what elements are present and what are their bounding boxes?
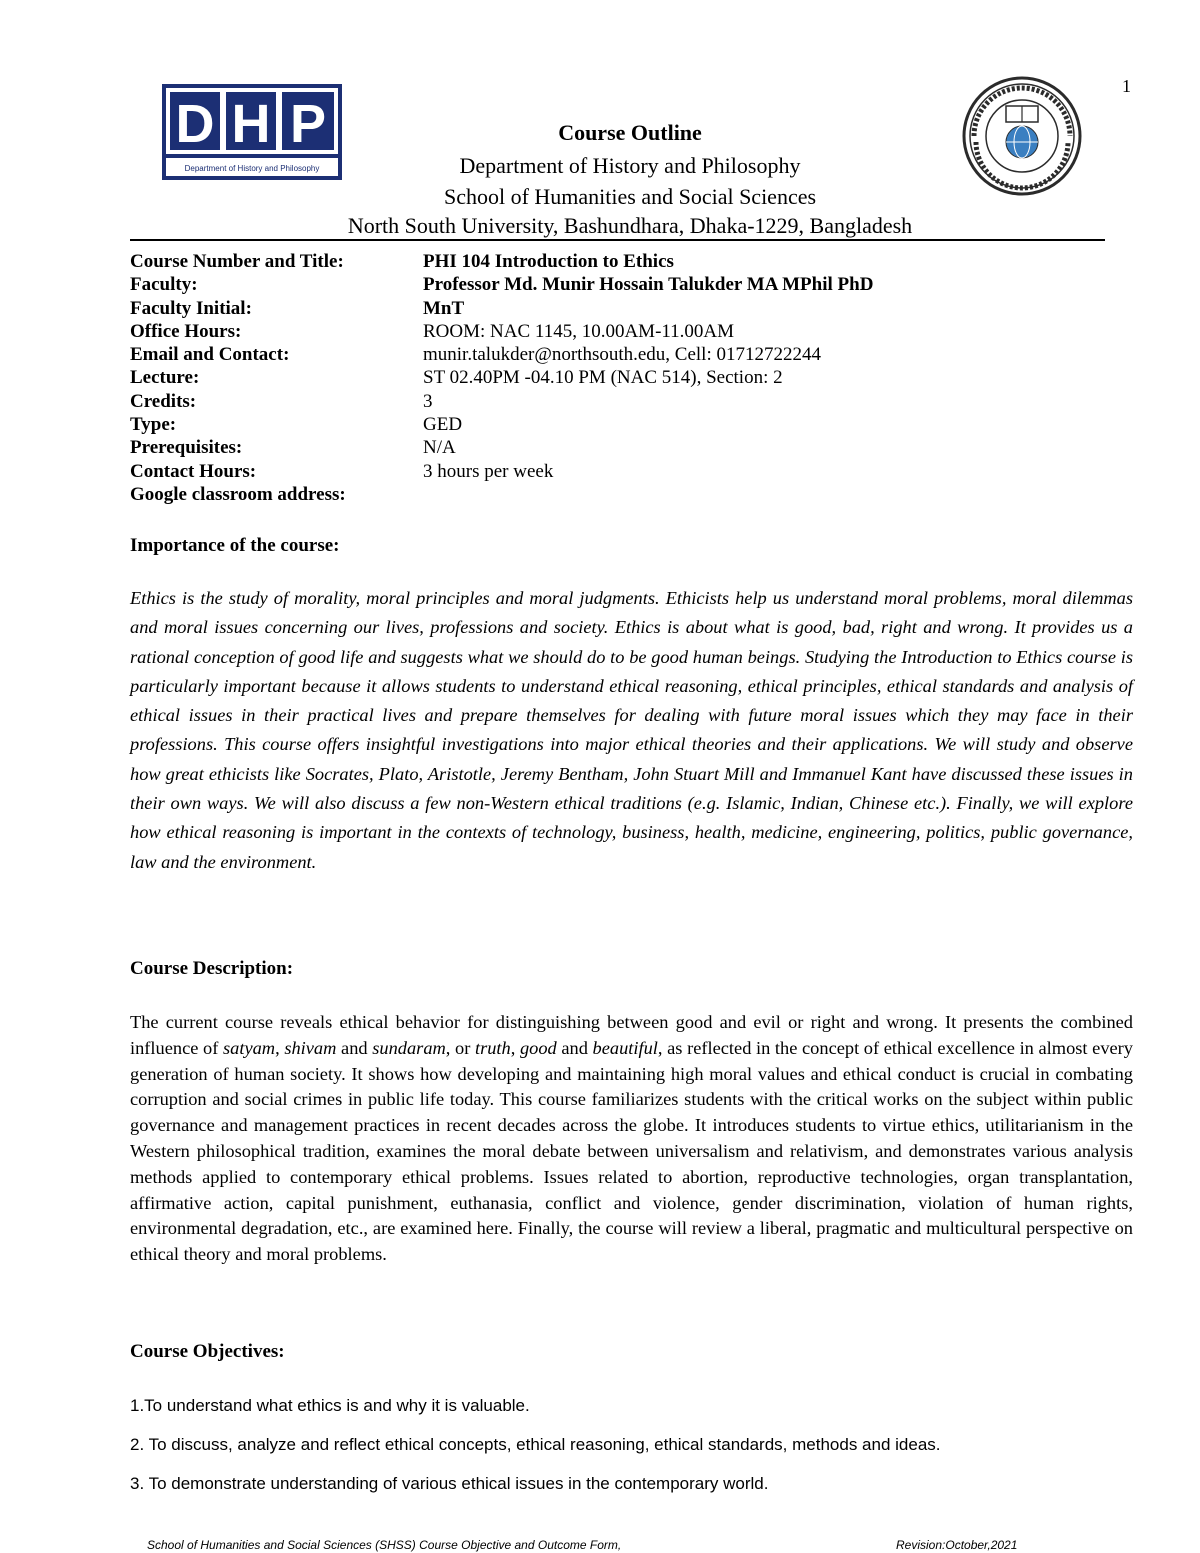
term-sundaram: sundaram: [372, 1037, 446, 1058]
info-value: 3: [423, 390, 433, 412]
description-text: and: [556, 1037, 593, 1058]
description-text: The current course reveals ethical behavior for distinguishing between good and evil or right and wrong. It presents the combined influence of: [130, 1012, 1133, 1058]
info-value: 3 hours per week: [423, 460, 554, 482]
importance-heading: Importance of the course:: [130, 535, 340, 556]
info-value: ST 02.40PM -04.10 PM (NAC 514), Section: 2: [423, 367, 783, 389]
info-label: Office Hours:: [130, 320, 242, 342]
dhp-letter-d: D: [175, 94, 215, 154]
info-value: GED: [423, 414, 463, 436]
footer-form-name: School of Humanities and Social Sciences (SHSS) Course Objective and Outcome Form,: [147, 1538, 622, 1552]
description-text: and: [336, 1037, 373, 1058]
footer-revision: Revision:October,2021: [896, 1538, 1018, 1552]
dhp-letter-p: P: [289, 94, 327, 154]
info-value: PHI 104 Introduction to Ethics: [423, 251, 674, 272]
objective-item: 1.To understand what ethics is and why it is valuable.: [130, 1396, 530, 1415]
info-label: Contact Hours:: [130, 460, 257, 482]
description-text: ,: [275, 1037, 285, 1058]
term-shivam: shivam: [284, 1037, 337, 1058]
term-beautiful: beautiful: [592, 1037, 658, 1058]
term-good: good: [519, 1037, 557, 1058]
term-truth: truth: [474, 1037, 511, 1058]
objective-item: 3. To demonstrate understanding of various ethical issues in the contemporary world.: [130, 1474, 769, 1493]
info-label: Faculty:: [130, 274, 198, 296]
department-name: Department of History and Philosophy: [459, 153, 801, 178]
info-value: munir.talukder@northsouth.edu, Cell: 01712722244: [423, 344, 821, 366]
info-value: ROOM: NAC 1145, 10.00AM-11.00AM: [423, 320, 735, 342]
info-label: Credits:: [130, 390, 197, 412]
university-address: North South University, Bashundhara, Dhaka-1229, Bangladesh: [347, 213, 913, 238]
description-heading: Course Description:: [130, 958, 294, 979]
info-label: Course Number and Title:: [130, 251, 344, 272]
info-value: MnT: [423, 297, 465, 319]
objectives-heading: Course Objectives:: [130, 1341, 285, 1362]
page-title: Course Outline: [558, 120, 702, 145]
info-value: N/A: [423, 437, 456, 459]
objective-item: 2. To discuss, analyze and reflect ethical concepts, ethical reasoning, ethical standards, methods and ideas.: [130, 1435, 941, 1454]
description-paragraph: [130, 1010, 1133, 1268]
term-satyam: satyam: [222, 1037, 276, 1058]
description-text: , or: [445, 1037, 475, 1058]
school-name: School of Humanities and Social Sciences: [443, 184, 817, 209]
info-label: Google classroom address:: [130, 483, 346, 505]
info-value: Professor Md. Munir Hossain Talukder MA MPhil PhD: [423, 274, 874, 296]
description-text: ,: [510, 1037, 520, 1058]
importance-paragraph: Ethics is the study of morality, moral principles and moral judgments. Ethicists help us understand moral problems, moral dilemmas and moral issues concerning our lives, professions and society. Ethics is about what is good, bad, right and wrong. It provides us a rational conception of good life and suggests what we should do to be good human beings. Studying the Introduction to Ethics course is particularly important because it allows students to understand ethical reasoning, ethical principles, ethical standards and analysis of ethical issues in their practical lives and prepare themselves for dealing with future moral issues which they may face in their professions. This course offers insightful investigations into major ethical theories and their applications. We will study and observe how great ethicists like Socrates, Plato, Aristotle, Jeremy Bentham, John Stuart Mill and Immanuel Kant have discussed these issues in their own ways. We will also discuss a few non-Western ethical traditions (e.g. Islamic, Indian, Chinese etc.). Finally, we will explore how ethical reasoning is important in the contexts of technology, business, health, medicine, engineering, politics, public governance, law and the environment.: [130, 588, 1133, 872]
info-label: Email and Contact:: [130, 344, 290, 366]
page-number: 1: [1122, 76, 1131, 96]
dhp-letter-h: H: [231, 94, 271, 154]
info-label: Lecture:: [130, 367, 200, 389]
description-text: , as reflected in the concept of ethical excellence in almost every generation of human society. It shows how developing and maintaining high moral values and ethical conduct is crucial in combating corruption and social crimes in public life today. This course familiarizes students with the critical works on the subject within public governance and management practices in recent decades across the globe. It introduces students to virtue ethics, utilitarianism in the Western philosophical tradition, examines the moral debate between universalism and relativism, and demonstrates various analysis methods applied to contemporary ethical problems. Issues related to abortion, reproductive technologies, organ transplantation, affirmative action, capital punishment, euthanasia, conflict and violence, gender discrimination, violation of human rights, environmental degradation, etc., are examined here. Finally, the course will review a liberal, pragmatic and multicultural perspective on ethical theory and moral problems.: [130, 1037, 1133, 1265]
info-label: Type:: [130, 414, 177, 436]
dhp-caption: Department of History and Philosophy: [184, 164, 320, 173]
info-label: Faculty Initial:: [130, 297, 252, 319]
info-label: Prerequisites:: [130, 437, 243, 459]
header-divider: [130, 239, 1105, 241]
